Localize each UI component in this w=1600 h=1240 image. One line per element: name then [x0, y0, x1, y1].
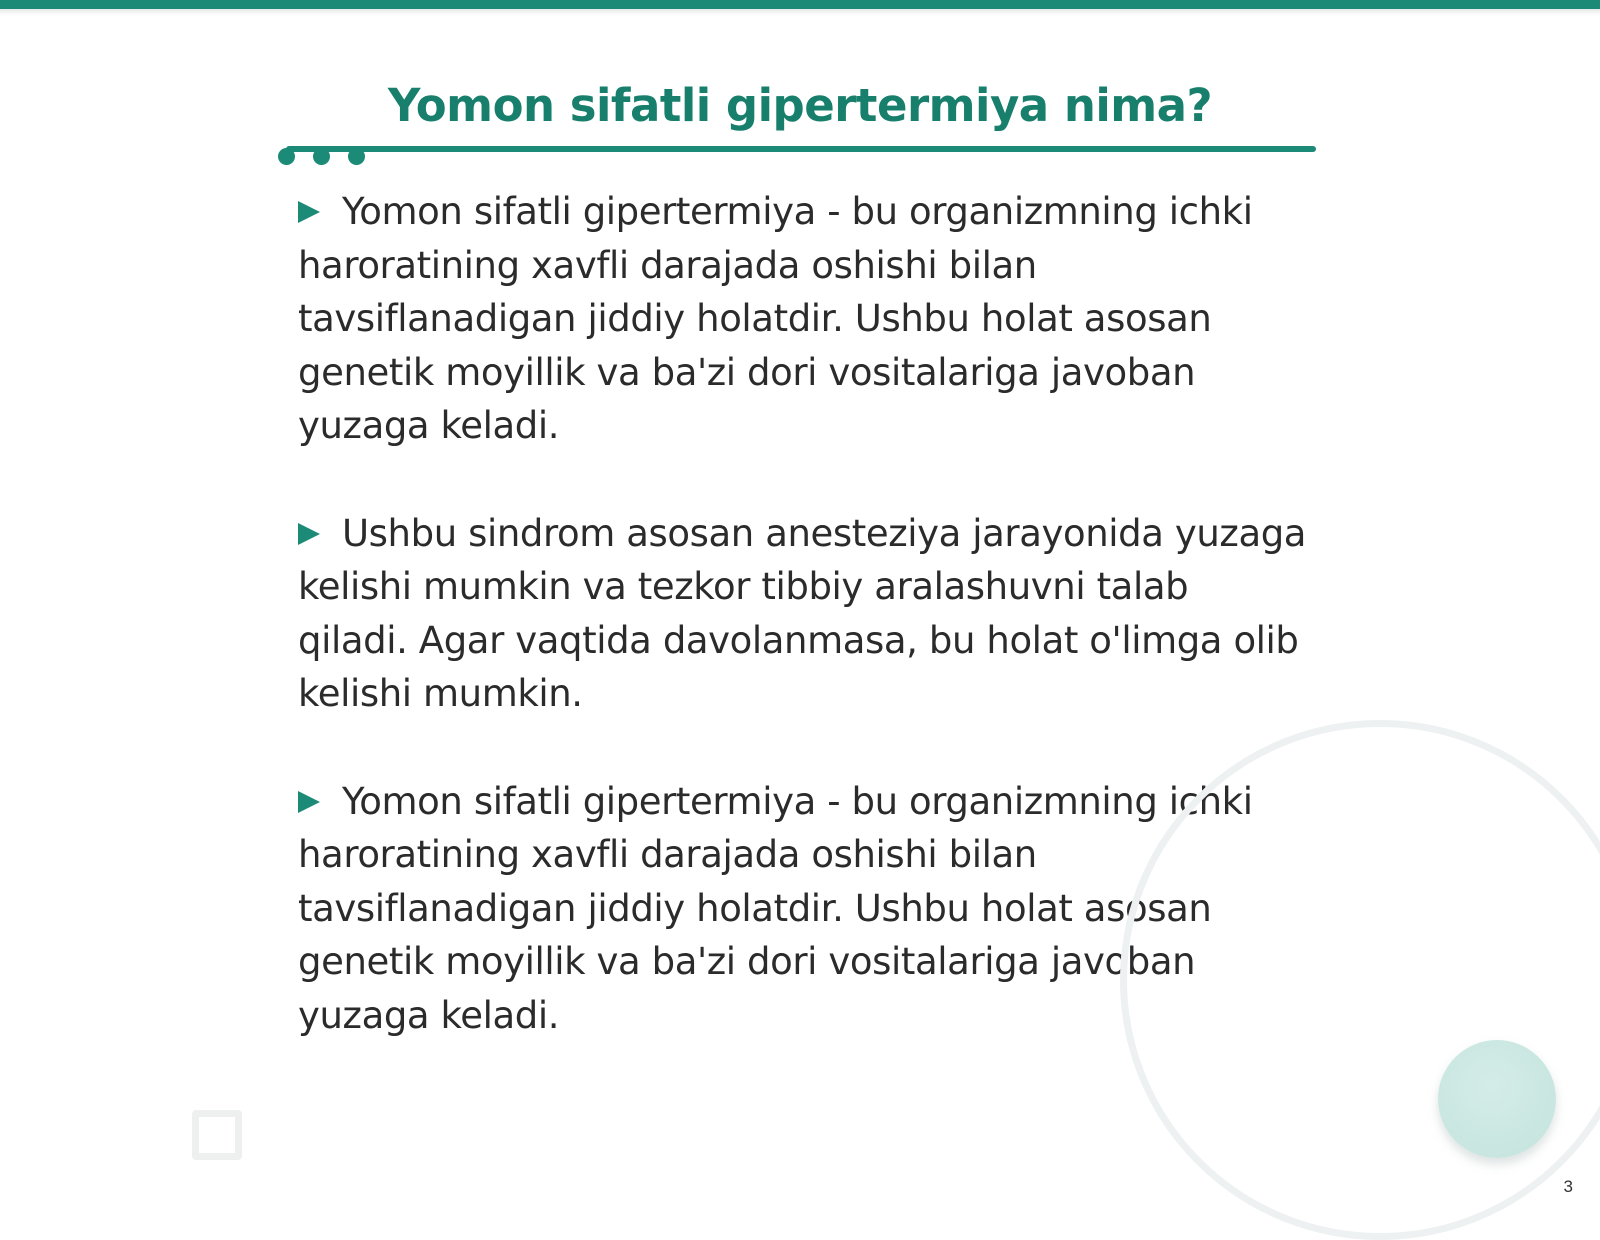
slide-number: 3 [1563, 1177, 1573, 1196]
bullet-item-1 [298, 185, 1308, 453]
triangle-bullet-icon [298, 791, 320, 813]
decorative-square [192, 1110, 242, 1160]
title-underline [286, 146, 1316, 152]
triangle-bullet-icon [298, 523, 320, 545]
underline-dot-2 [313, 148, 330, 165]
top-bar-shadow [0, 9, 1600, 15]
decorative-circle [1438, 1040, 1556, 1158]
underline-dot-3 [348, 148, 365, 165]
bullet-text-3: Yomon sifatli gipertermiya - bu organizmning ichki haroratining xavfli darajada oshishi bilan tavsiflanadigan jiddiy holatdir. Ushbu holat asosan genetik moyillik va ba'zi dori vositalariga javoban yuzaga keladi. [298, 779, 1253, 1037]
underline-dot-1 [278, 148, 295, 165]
bullet-item-2 [298, 507, 1308, 721]
slide-title: Yomon sifatli gipertermiya nima? [387, 79, 1213, 132]
triangle-bullet-icon [298, 201, 320, 223]
bullet-text-1: Yomon sifatli gipertermiya - bu organizmning ichki haroratining xavfli darajada oshishi bilan tavsiflanadigan jiddiy holatdir. Ushbu holat asosan genetik moyillik va ba'zi dori vositalariga javoban yuzaga keladi. [298, 190, 1253, 447]
top-accent-bar [0, 0, 1600, 9]
bullet-text-2: Ushbu sindrom asosan anesteziya jarayonida yuzaga kelishi mumkin va tezkor tibbiy aralashuvni talab qiladi. Agar vaqtida davolanmasa, bu holat o'limga olib kelishi mumkin. [298, 511, 1307, 715]
